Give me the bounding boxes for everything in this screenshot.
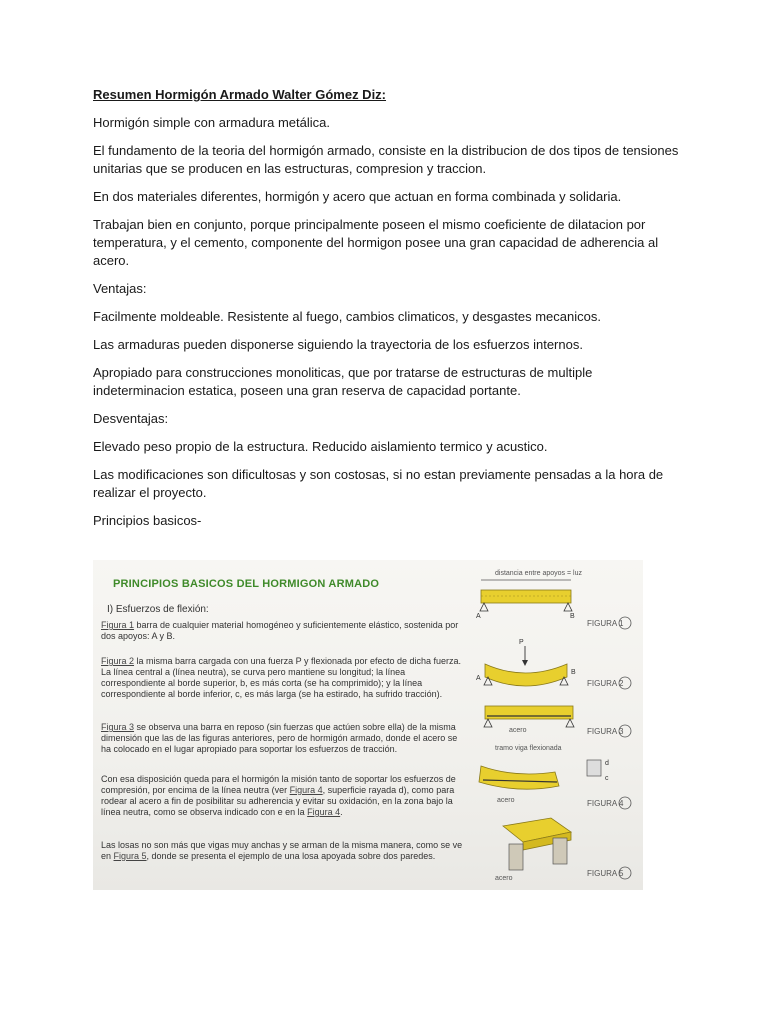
figure-5-label: FIGURA 5	[587, 869, 624, 878]
label-a: A	[476, 675, 481, 682]
figure-text: se observa una barra en reposo (sin fuerzas que actúen sobre ella) de la misma dimensión que las de las figuras anteriores, pero de hormigón armado, donde el acero se ha colocado en el lugar apropiado para soportar los esfuerzos de tracción.	[101, 722, 458, 754]
figure-1-note: distancia entre apoyos = luz	[495, 570, 582, 577]
figure-text: la misma barra cargada con una fuerza P y flexionada por efecto de dicha fuerza. La línea central a (línea neutra), se curva pero mantiene su longitud; la línea correspondiente al borde superior, b, es más corta (se ha comprimido); y la línea correspondiente al borde inferior, c, es más larga (se ha estirado, ha sufrido tracción).	[101, 656, 462, 699]
figure-text: , superficie rayada d), como para rodear al acero a fin de posibilitar su adherencia y evitar su oxidación, en la zona bajo la línea neutra, como se observa indicado con e en la	[101, 785, 455, 817]
label-acero: acero	[497, 797, 515, 804]
label-acero: acero	[495, 875, 513, 882]
figure-ref: Figura 4	[289, 785, 323, 795]
paragraph: Las armaduras pueden disponerse siguiendo la trayectoria de los esfuerzos internos.	[93, 337, 583, 352]
label-c: c	[605, 775, 609, 782]
figure-ref: Figura 3	[101, 722, 135, 732]
label-b: B	[570, 613, 575, 620]
figure-text: , donde se presenta el ejemplo de una losa apoyada sobre dos paredes.	[146, 851, 436, 861]
figure-1-label: FIGURA 1	[587, 619, 624, 628]
paragraph: En dos materiales diferentes, hormigón y acero que actuan en forma combinada y solidaria.	[93, 189, 622, 204]
figure-text: barra de cualquier material homogéneo y suficientemente elástico, sostenida por dos apoyos: A y B.	[101, 620, 459, 641]
section-heading-ventajas: Ventajas:	[93, 281, 147, 296]
figure-ref: Figura 2	[101, 656, 135, 666]
label-p: P	[519, 639, 524, 646]
figure-3-label: FIGURA 3	[587, 727, 624, 736]
text-body	[93, 86, 683, 540]
figure-ref: Figura 5	[113, 851, 147, 861]
figure-4-note: tramo viga flexionada	[495, 745, 562, 752]
paragraph: El fundamento de la teoria del hormigón armado, consiste en la distribucion de dos tipos de tensiones unitarias que se producen en las estructuras, compresion y traccion.	[93, 143, 679, 176]
figure-paragraph-5	[101, 840, 468, 862]
label-a: A	[476, 613, 481, 620]
figure-paragraph-3	[101, 722, 468, 755]
document-title: Resumen Hormigón Armado Walter Gómez Diz:	[93, 87, 387, 102]
figure-2-label: FIGURA 2	[587, 679, 624, 688]
label-acero: acero	[509, 727, 527, 734]
section-heading-desventajas: Desventajas:	[93, 411, 169, 426]
figure-ref: Figura 1	[101, 620, 135, 630]
figure-4-drawing	[479, 745, 631, 809]
figure-text: Con esa disposición queda para el hormigón la misión tanto de soportar los esfuerzos de compresión, por encima de la línea neutra (ver	[101, 774, 456, 795]
label-d: d	[605, 760, 609, 767]
figure-paragraph-2	[101, 656, 468, 700]
figure-5-drawing	[495, 818, 631, 882]
paragraph: Trabajan bien en conjunto, porque principalmente poseen el mismo coeficiente de dilatacion por temperatura, y el cemento, componente del hormigon posee una gran capacidad de adherencia al acero.	[93, 217, 659, 268]
paragraph: Facilmente moldeable. Resistente al fuego, cambios climaticos, y desgastes mecanicos.	[93, 309, 601, 324]
paragraph: Las modificaciones son dificultosas y son costosas, si no estan previamente pensadas a la hora de realizar el proyecto.	[93, 467, 664, 500]
figure-title: PRINCIPIOS BASICOS DEL HORMIGON ARMADO	[113, 578, 380, 590]
paragraph: Hormigón simple con armadura metálica.	[93, 115, 330, 130]
figure-4-label: FIGURA 4	[587, 799, 624, 808]
figure-ref: Figura 4	[307, 807, 341, 817]
figure-1-drawing	[476, 570, 631, 629]
paragraph: Elevado peso propio de la estructura. Reducido aislamiento termico y acustico.	[93, 439, 548, 454]
embedded-figure	[93, 560, 643, 890]
label-b: B	[571, 669, 576, 676]
figure-2-drawing	[476, 639, 631, 689]
figure-subtitle: I) Esfuerzos de flexión:	[107, 604, 209, 615]
figure-text: Las losas no son más que vigas muy anchas y se arman de la misma manera, como se ve en	[101, 840, 463, 861]
paragraph: Apropiado para construcciones monoliticas, que por tratarse de estructuras de multiple indeterminacion estatica, poseen una gran reserva de capacidad portante.	[93, 365, 593, 398]
figure-text: .	[340, 807, 343, 817]
section-heading-principios: Principios basicos-	[93, 513, 202, 528]
beam-drawings	[475, 560, 643, 890]
figure-paragraph-4	[101, 774, 468, 818]
figure-3-drawing	[484, 706, 631, 737]
figure-paragraph-1	[101, 620, 468, 642]
